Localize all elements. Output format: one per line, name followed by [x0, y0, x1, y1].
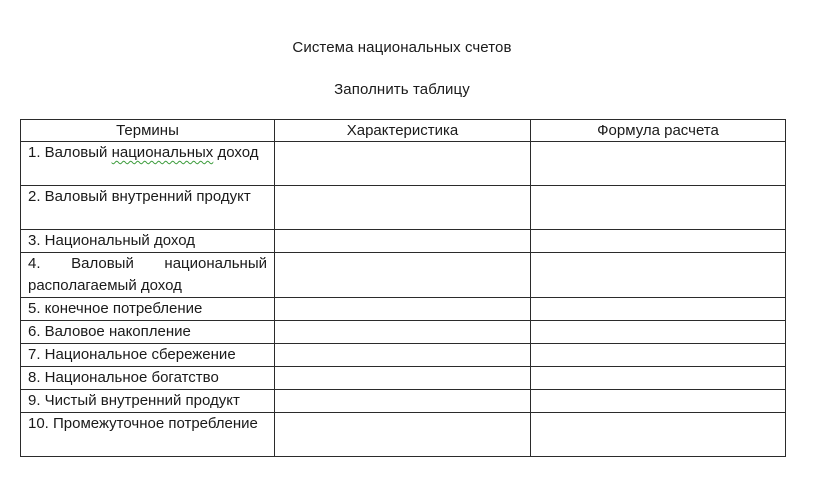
formula-cell[interactable]: [531, 230, 786, 253]
table-header-row: [21, 120, 786, 142]
formula-cell[interactable]: [531, 344, 786, 367]
term-cell: 7. Национальное сбережение: [21, 344, 275, 367]
formula-cell[interactable]: [531, 186, 786, 230]
table-row: [21, 344, 786, 367]
table-row: [21, 321, 786, 344]
header-formula: Формула расчета: [531, 120, 786, 142]
term-cell: 10. Промежуточное потребление: [21, 413, 275, 457]
characteristic-cell[interactable]: [275, 253, 531, 298]
formula-cell[interactable]: [531, 413, 786, 457]
terms-table: [20, 119, 786, 457]
characteristic-cell[interactable]: [275, 321, 531, 344]
term-cell: 2. Валовый внутренний продукт: [21, 186, 275, 230]
term-cell: [21, 142, 275, 186]
term-text-start: 1. Валовый: [28, 144, 112, 161]
table-row: [21, 186, 786, 230]
table-row: [21, 298, 786, 321]
table-row: [21, 142, 786, 186]
characteristic-cell[interactable]: [275, 230, 531, 253]
characteristic-cell[interactable]: [275, 298, 531, 321]
table-row: [21, 230, 786, 253]
spellcheck-marked-word: национальных: [111, 144, 214, 161]
characteristic-cell[interactable]: [275, 142, 531, 186]
term-cell: 6. Валовое накопление: [21, 321, 275, 344]
characteristic-cell[interactable]: [275, 344, 531, 367]
document-title: Система национальных счетов: [292, 39, 512, 56]
document-subtitle: Заполнить таблицу: [334, 81, 470, 98]
characteristic-cell[interactable]: [275, 186, 531, 230]
term-cell: 8. Национальное богатство: [21, 367, 275, 390]
characteristic-cell[interactable]: [275, 367, 531, 390]
formula-cell[interactable]: [531, 253, 786, 298]
term-cell: 5. конечное потребление: [21, 298, 275, 321]
formula-cell[interactable]: [531, 298, 786, 321]
term-cell: 3. Национальный доход: [21, 230, 275, 253]
header-terms: Термины: [21, 120, 275, 142]
term-text-end: доход: [213, 144, 259, 161]
formula-cell[interactable]: [531, 321, 786, 344]
table-row: [21, 367, 786, 390]
table-row: [21, 253, 786, 298]
characteristic-cell[interactable]: [275, 390, 531, 413]
characteristic-cell[interactable]: [275, 413, 531, 457]
formula-cell[interactable]: [531, 142, 786, 186]
formula-cell[interactable]: [531, 390, 786, 413]
formula-cell[interactable]: [531, 367, 786, 390]
term-cell: 4. Валовый национальный располагаемый доход: [21, 253, 275, 298]
table-row: [21, 413, 786, 457]
table-row: [21, 390, 786, 413]
header-characteristic: Характеристика: [275, 120, 531, 142]
term-cell: 9. Чистый внутренний продукт: [21, 390, 275, 413]
